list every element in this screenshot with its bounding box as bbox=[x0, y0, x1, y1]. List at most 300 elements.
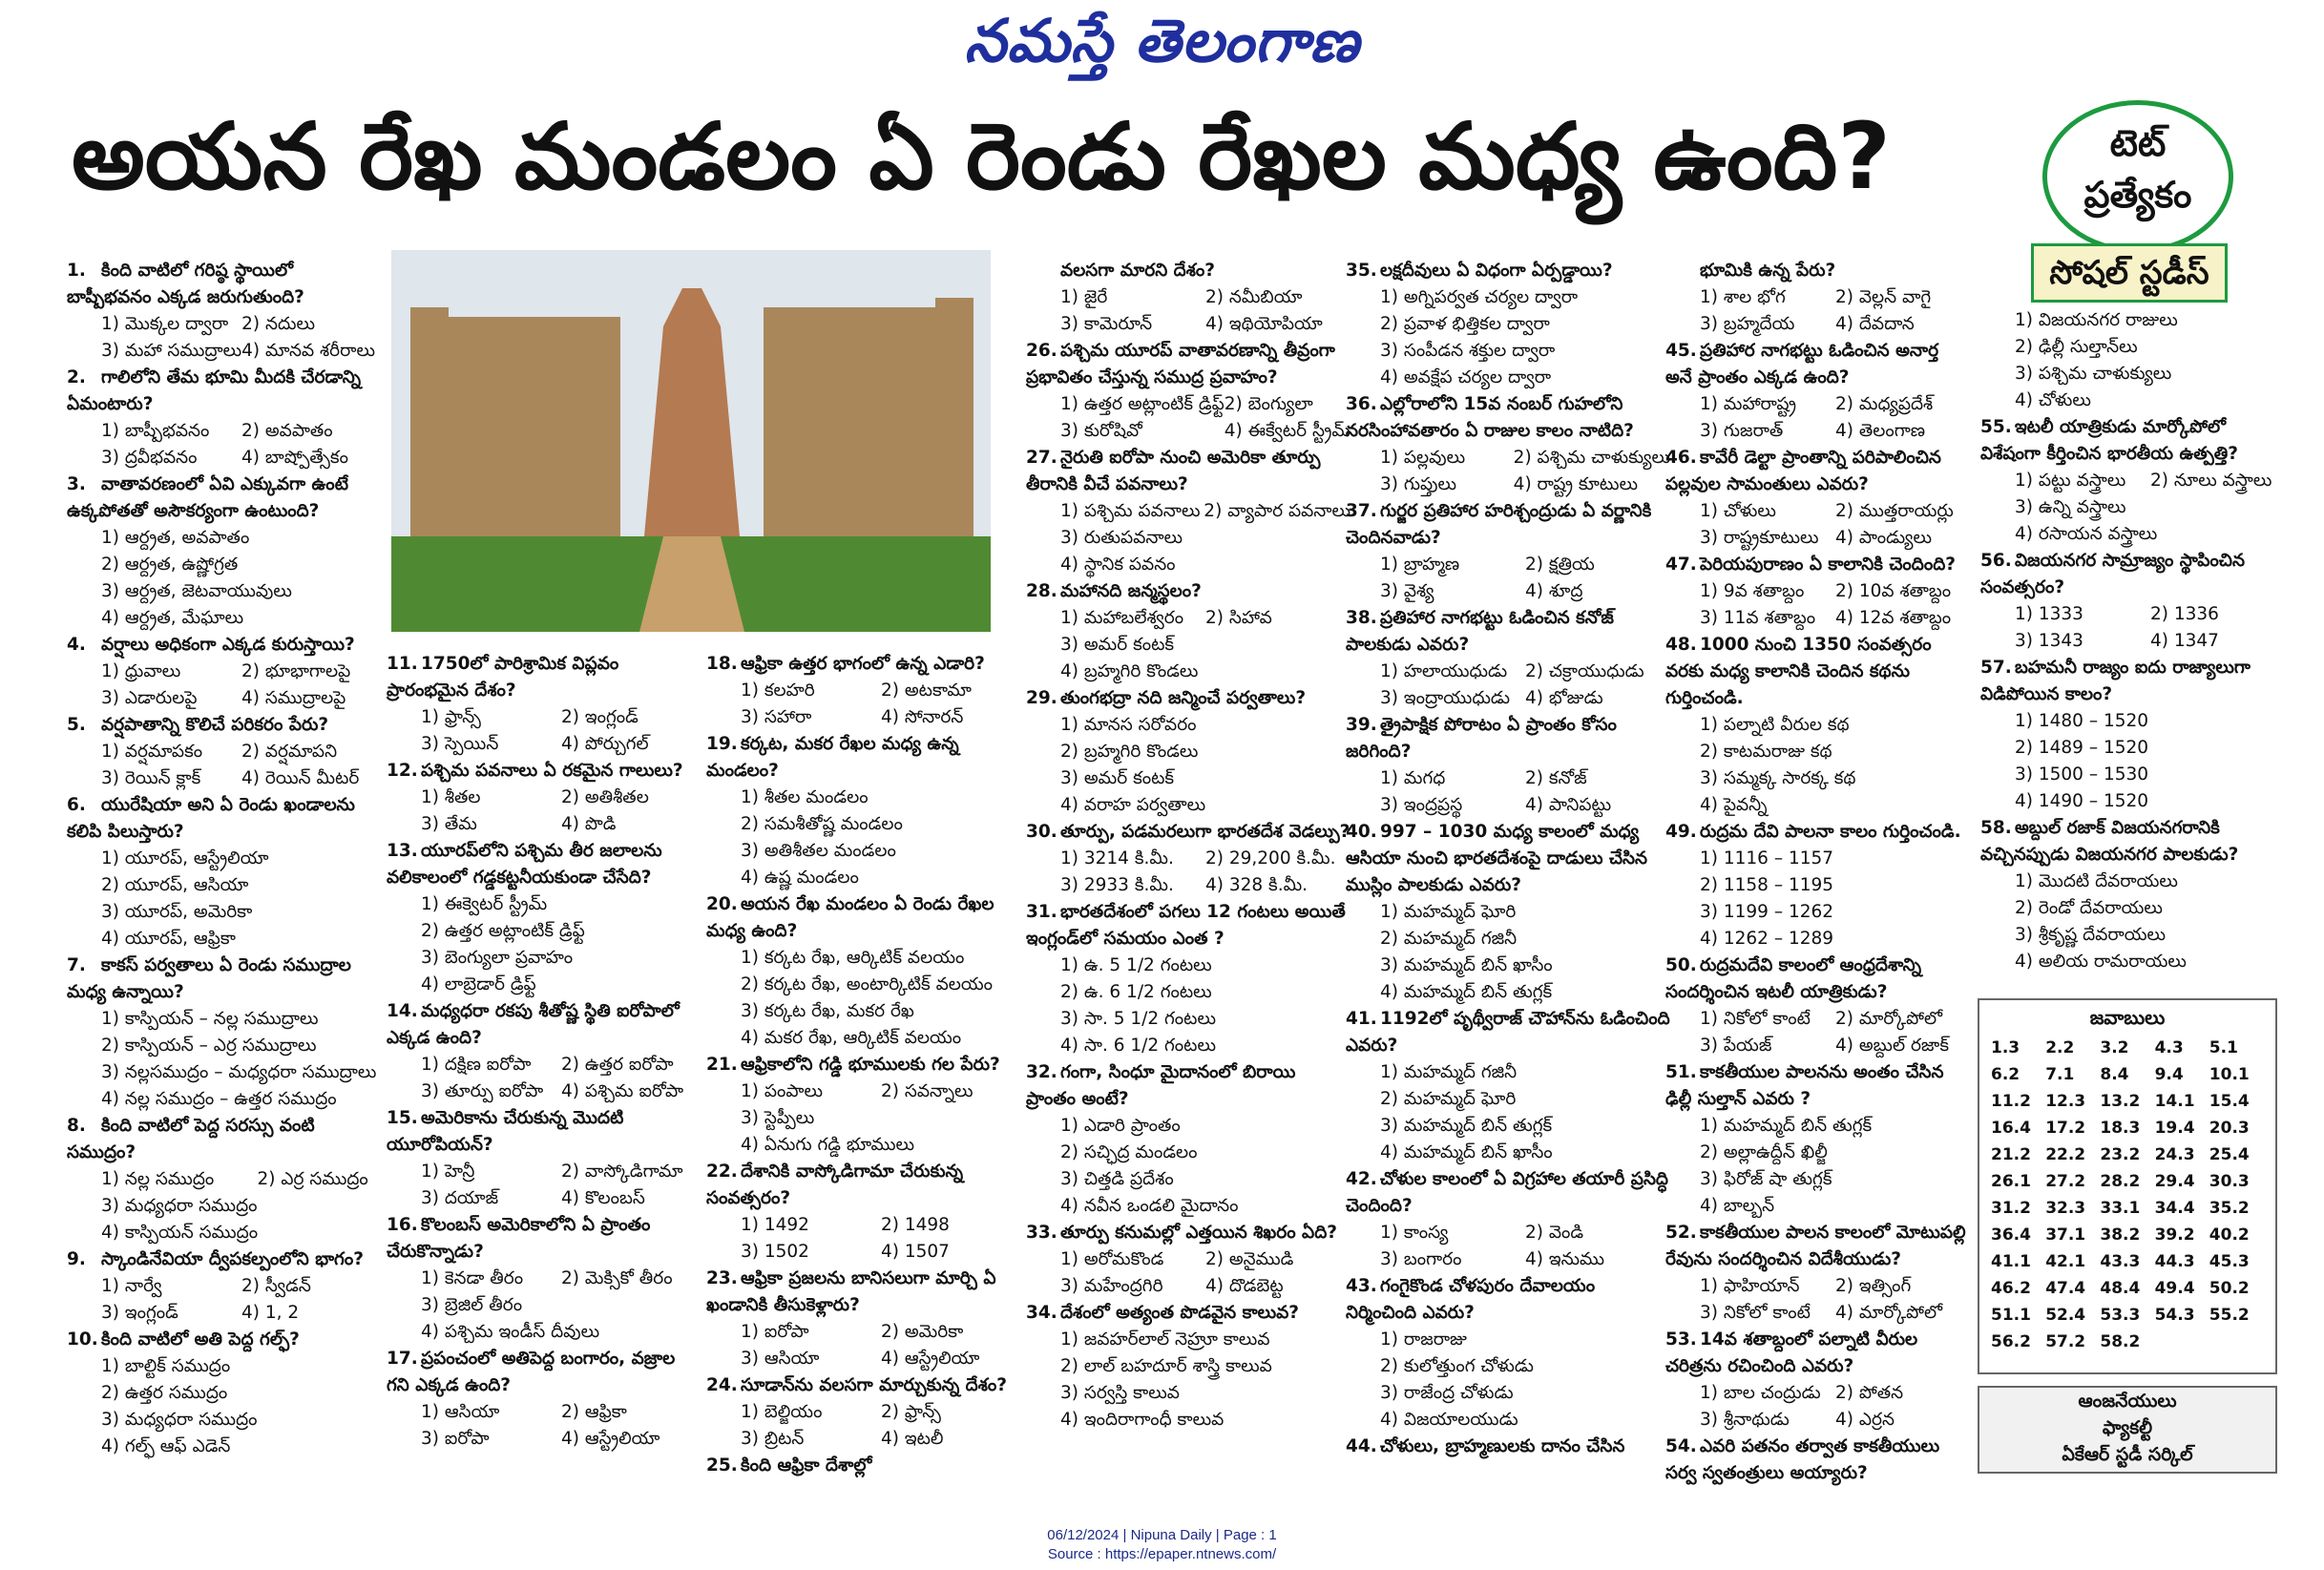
question-number: 8. bbox=[67, 1116, 86, 1136]
option: 1) మగధ bbox=[1380, 768, 1446, 788]
option: 4) పానిపట్టు bbox=[1525, 795, 1612, 815]
options-list bbox=[1665, 1113, 1971, 1220]
option: 4) యూరప్, ఆఫ్రికా bbox=[101, 929, 236, 949]
options-list bbox=[1665, 498, 1971, 552]
question-number: 25. bbox=[706, 1455, 738, 1476]
question-text bbox=[1026, 899, 1350, 952]
option: 3) శ్రీకృష్ణ దేవరాయలు bbox=[2015, 925, 2167, 945]
options-list bbox=[1980, 708, 2286, 815]
question-item bbox=[1026, 258, 1350, 338]
option: 1) బ్రాహ్మణ bbox=[1380, 555, 1460, 575]
options-list bbox=[67, 525, 382, 632]
option: 4) 1262 – 1289 bbox=[1700, 929, 1834, 949]
option: 3) 2933 కి.మీ. bbox=[1060, 875, 1174, 895]
question-number: 29. bbox=[1026, 688, 1057, 708]
option: 2) కాటమరాజు కథ bbox=[1700, 742, 1832, 762]
question-body: గాలిలోని తేమ భూమి మీదకి చేరడాన్ని ఏమంటారు? bbox=[67, 367, 362, 414]
options-list bbox=[387, 785, 701, 838]
options-list bbox=[1346, 445, 1670, 498]
options-list bbox=[1665, 391, 1971, 445]
options-list bbox=[1665, 1380, 1971, 1434]
option: 1) చోళులు bbox=[1700, 501, 1776, 521]
question-item bbox=[1026, 1220, 1350, 1300]
option: 2) కనోజ్ bbox=[1525, 768, 1587, 788]
question-number: 47. bbox=[1665, 555, 1697, 575]
question-item bbox=[706, 891, 1021, 1052]
question-text bbox=[1026, 338, 1350, 391]
question-item bbox=[1665, 445, 1971, 552]
question-item bbox=[1346, 498, 1670, 605]
question-body: తూర్పు కనుమల్లో ఎత్తయిన శిఖరం ఏది? bbox=[1060, 1223, 1338, 1243]
answer-entry: 36.4 bbox=[1991, 1225, 2031, 1245]
option: 3) కర్కట రేఖ, మకర రేఖ bbox=[741, 1001, 914, 1021]
question-body: లక్షదీవులు ఏ విధంగా ఏర్పడ్డాయి? bbox=[1380, 261, 1613, 281]
question-text bbox=[1346, 1273, 1670, 1327]
question-number: 45. bbox=[1665, 341, 1697, 361]
question-text bbox=[67, 952, 382, 1006]
question-text bbox=[1346, 605, 1670, 659]
option: 4) రసాయన వస్త్రాలు bbox=[2015, 524, 2158, 544]
option: 4) నవీన ఒండలి మైదానం bbox=[1060, 1196, 1239, 1216]
question-body: అబ్దుల్ రజాక్ విజయనగరానికి వచ్చినప్పుడు విజయనగర పాలకుడు? bbox=[1980, 818, 2239, 865]
options-list bbox=[67, 1353, 382, 1460]
question-item bbox=[1346, 1166, 1670, 1273]
question-text bbox=[1026, 578, 1350, 605]
option: 1) ఆసియా bbox=[421, 1402, 500, 1422]
question-body: 14వ శతాబ్దంలో పల్నాటి వీరుల చరిత్రను రచించింది ఎవరు? bbox=[1665, 1329, 1918, 1376]
subject-label: సోషల్ స్టడీస్ bbox=[2031, 243, 2228, 303]
option: 4) పైవన్నీ bbox=[1700, 795, 1768, 815]
answer-entry: 31.2 bbox=[1991, 1199, 2031, 1218]
question-item bbox=[1026, 685, 1350, 819]
question-body: పశ్చిమ యూరప్ వాతావరణాన్ని తీవ్రంగా ప్రభావితం చేస్తున్న సముద్ర ప్రవాహం? bbox=[1026, 341, 1335, 387]
options-list bbox=[1026, 605, 1350, 685]
option: 2) సమశీతోష్ణ మండలం bbox=[741, 814, 903, 834]
question-number: 36. bbox=[1346, 394, 1377, 414]
option: 4) పశ్చిమ ఐరోపా bbox=[561, 1081, 684, 1101]
option: 2) ఇంగ్లండ్ bbox=[561, 707, 639, 727]
answer-entry: 22.2 bbox=[2045, 1145, 2086, 1164]
question-body: తూర్పు, పడమరలుగా భారతదేశ వెడల్పు? bbox=[1060, 822, 1350, 842]
option: 1) 1480 – 1520 bbox=[2015, 711, 2149, 731]
option: 4) 1347 bbox=[2150, 631, 2219, 651]
question-body: కింది వాటిలో అతి పెద్ద గల్ఫ్? bbox=[101, 1329, 300, 1350]
question-number: 12. bbox=[387, 761, 418, 781]
answer-entry: 24.3 bbox=[2154, 1145, 2195, 1164]
option: 2) అల్లాఉద్దీన్ ఖిల్జీ bbox=[1700, 1142, 1828, 1162]
option: 4) పోర్చుగల్ bbox=[561, 734, 649, 754]
option: 2) బెంగ్యులా bbox=[1224, 394, 1313, 414]
option: 1) అరోమకొండ bbox=[1060, 1249, 1164, 1269]
question-number: 30. bbox=[1026, 822, 1057, 842]
question-text bbox=[1026, 685, 1350, 712]
option: 4) బాల్బన్ bbox=[1700, 1196, 1775, 1216]
answer-entry: 5.1 bbox=[2209, 1038, 2238, 1057]
answer-entry: 12.3 bbox=[2045, 1092, 2086, 1111]
question-item bbox=[67, 365, 382, 471]
question-number: 57. bbox=[1980, 658, 2012, 678]
question-body: భూమికి ఉన్న పేరు? bbox=[1700, 261, 1836, 281]
question-column-3 bbox=[706, 651, 1021, 1479]
question-item bbox=[1980, 414, 2286, 548]
option: 1) జైరే bbox=[1060, 287, 1108, 307]
question-text bbox=[1346, 1166, 1670, 1220]
question-body: యూరప్‌లోని పశ్చిమ తీర జలాలను వలికాలంలో గడ్డకట్టనీయకుండా చేసేది? bbox=[387, 841, 662, 888]
option: 4) ఆస్ట్రేలియా bbox=[561, 1429, 660, 1449]
options-list bbox=[706, 1078, 1021, 1159]
options-list bbox=[1665, 578, 1971, 632]
question-body: మధ్యధరా రకపు శీతోష్ణ స్థితి ఐరోపాలో ఎక్కడ ఉంది? bbox=[387, 1001, 680, 1048]
option: 3) గుప్తులు bbox=[1380, 474, 1457, 494]
question-item bbox=[1980, 548, 2286, 655]
option: 3) చిత్తడి ప్రదేశం bbox=[1060, 1169, 1174, 1189]
option: 1) 1116 – 1157 bbox=[1700, 848, 1834, 869]
option: 3) సంపీడన శక్తుల ద్వారా bbox=[1380, 341, 1556, 361]
answer-entry: 11.2 bbox=[1991, 1092, 2031, 1111]
question-item bbox=[1346, 712, 1670, 819]
question-column-6 bbox=[1665, 258, 1971, 1487]
option: 2) వ్యాపార పవనాలు bbox=[1204, 501, 1350, 521]
option: 1) దక్షిణ ఐరోపా bbox=[421, 1055, 532, 1075]
answer-entry: 32.3 bbox=[2045, 1199, 2086, 1218]
options-list bbox=[67, 1166, 382, 1246]
answer-entry: 9.4 bbox=[2154, 1065, 2184, 1084]
answer-entry: 52.4 bbox=[2045, 1306, 2086, 1325]
option: 3) సమ్మక్క సారక్క కథ bbox=[1700, 768, 1856, 788]
question-text bbox=[706, 1052, 1021, 1078]
option: 2) ఉత్తర సముద్రం bbox=[101, 1383, 228, 1403]
option: 4) కాస్పియన్ సముద్రం bbox=[101, 1223, 259, 1243]
question-number: 58. bbox=[1980, 818, 2012, 838]
option: 2) నూలు వస్త్రాలు bbox=[2150, 471, 2272, 491]
option: 2) ఆఫ్రికా bbox=[561, 1402, 627, 1422]
option: 4) శూద్ర bbox=[1525, 581, 1583, 601]
question-text bbox=[67, 1246, 382, 1273]
option: 1) పంపాలు bbox=[741, 1081, 823, 1101]
options-list bbox=[706, 945, 1021, 1052]
answer-entry: 54.3 bbox=[2154, 1306, 2195, 1325]
option: 4) ఆర్ద్రత, మేఘాలు bbox=[101, 608, 244, 628]
answer-entry: 58.2 bbox=[2100, 1332, 2141, 1351]
question-item bbox=[706, 1159, 1021, 1266]
answer-entry: 56.2 bbox=[1991, 1332, 2031, 1351]
answer-entry: 55.2 bbox=[2209, 1306, 2250, 1325]
option: 4) బాష్పోత్సేకం bbox=[241, 448, 348, 468]
option: 4) ఇనుము bbox=[1525, 1249, 1604, 1269]
option: 1) యూరప్, ఆస్ట్రేలియా bbox=[101, 848, 269, 869]
options-list bbox=[1026, 1246, 1350, 1300]
question-body: నైరుతి ఐరోపా నుంచి అమెరికా తూర్పు తీరానికి వీచే పవనాలు? bbox=[1026, 448, 1321, 494]
answer-entry: 33.1 bbox=[2100, 1199, 2141, 1218]
question-text bbox=[1346, 1434, 1670, 1460]
question-item bbox=[1980, 307, 2286, 414]
option: 2) నదులు bbox=[241, 314, 315, 334]
question-item bbox=[67, 258, 382, 365]
option: 4) ఉష్ణ మండలం bbox=[741, 868, 859, 888]
option: 3) అతిశీతల మండలం bbox=[741, 841, 896, 861]
question-text bbox=[1665, 1327, 1971, 1380]
answer-entry: 41.1 bbox=[1991, 1252, 2031, 1271]
options-list bbox=[1026, 952, 1350, 1059]
question-number: 4. bbox=[67, 635, 86, 655]
question-text bbox=[1346, 498, 1670, 552]
question-number: 39. bbox=[1346, 715, 1377, 735]
option: 4) కొలంబస్ bbox=[561, 1188, 645, 1208]
options-list bbox=[387, 1399, 701, 1453]
answer-entry: 29.4 bbox=[2154, 1172, 2195, 1191]
option: 2) కర్కట రేఖ, అంటార్కిటిక్ వలయం bbox=[741, 974, 994, 994]
options-list bbox=[1980, 468, 2286, 548]
option: 1) ఈక్వెటర్ స్ట్రీమ్ bbox=[421, 894, 548, 914]
answer-entry: 8.4 bbox=[2100, 1065, 2129, 1084]
answer-entry: 35.2 bbox=[2209, 1199, 2250, 1218]
option: 1) శీతల bbox=[421, 787, 481, 807]
question-body: కాకస్ పర్వతాలు ఏ రెండు సముద్రాల మధ్య ఉన్నాయి? bbox=[67, 955, 351, 1002]
option: 1) నల్ల సముద్రం bbox=[101, 1169, 215, 1189]
option: 4) మార్కోపోలో bbox=[1835, 1303, 1943, 1323]
option: 2) 1498 bbox=[881, 1215, 950, 1235]
option: 4) మానవ శరీరాలు bbox=[241, 341, 375, 361]
option: 2) అతిశీతల bbox=[561, 787, 649, 807]
option: 4) భోజుడు bbox=[1525, 688, 1603, 708]
question-text bbox=[387, 1212, 701, 1266]
question-body: ఎల్లోరాలోని 15వ నంబర్ గుహలోని నరసింహావతారం ఏ రాజుల కాలం నాటిది? bbox=[1346, 394, 1634, 441]
question-body: వర్షపాతాన్ని కొలిచే పరికరం పేరు? bbox=[101, 715, 329, 735]
option: 1) కాంస్య bbox=[1380, 1223, 1449, 1243]
option: 3) అమర్ కంటక్ bbox=[1060, 768, 1175, 788]
question-body: ఆఫ్రికా ప్రజలను బానిసలుగా మార్చి ఏ ఖండానికి తీసుకెళ్లారు? bbox=[706, 1268, 996, 1315]
option: 1) ధ్రువాలు bbox=[101, 661, 181, 681]
question-body: తుంగభద్రా నది జన్మించే పర్వతాలు? bbox=[1060, 688, 1307, 708]
question-text bbox=[387, 1105, 701, 1159]
option: 3) అమర్ కంటక్ bbox=[1060, 635, 1175, 655]
option: 4) సముద్రాలపై bbox=[241, 688, 346, 708]
question-body: అయన రేఖ మండలం ఏ రెండు రేఖల మధ్య ఉంది? bbox=[706, 894, 995, 941]
question-body: సూడాన్‌ను వలసగా మార్చుకున్న దేశం? bbox=[741, 1375, 1008, 1395]
option: 1) శీతల మండలం bbox=[741, 787, 869, 807]
question-text bbox=[1980, 655, 2286, 708]
option: 1) పల్నాటి వీరుల కథ bbox=[1700, 715, 1850, 735]
option: 4) దేవదాన bbox=[1835, 314, 1915, 334]
question-text bbox=[1026, 1300, 1350, 1327]
question-item bbox=[1665, 552, 1971, 632]
options-list bbox=[1026, 1327, 1350, 1434]
option: 2) బ్రహ్మగిరి కొండలు bbox=[1060, 742, 1199, 762]
question-number: 49. bbox=[1665, 822, 1697, 842]
question-body: విజయనగర సామ్రాజ్యం స్థాపించిన సంవత్సరం? bbox=[1980, 551, 2245, 597]
options-list bbox=[387, 704, 701, 758]
option: 3) మహా సముద్రాలు bbox=[101, 341, 242, 361]
question-item bbox=[1346, 258, 1670, 391]
question-text bbox=[1346, 819, 1670, 899]
question-body: గంగా, సింధూ మైదానంలో బిరాయి ప్రాంతం అంటే? bbox=[1026, 1062, 1296, 1109]
option: 4) బ్రహ్మగిరి కొండలు bbox=[1060, 661, 1199, 681]
option: 3) నల్లసముద్రం – మధ్యధరా సముద్రాలు bbox=[101, 1062, 377, 1082]
options-list bbox=[706, 1319, 1021, 1372]
option: 3) రాష్ట్రకూటులు bbox=[1700, 528, 1819, 548]
question-item bbox=[706, 1052, 1021, 1159]
option: 3) పేయజ్ bbox=[1700, 1036, 1772, 1056]
option: 3) ఫిరోజ్ షా తుగ్లక్ bbox=[1700, 1169, 1832, 1189]
option: 4) రాష్ట్ర కూటులు bbox=[1513, 474, 1639, 494]
answer-entry: 34.4 bbox=[2154, 1199, 2195, 1218]
option: 3) 1500 – 1530 bbox=[2015, 764, 2149, 785]
question-item bbox=[1665, 1434, 1971, 1487]
question-body: 1000 నుంచి 1350 సంవత్సరం వరకు మధ్య కాలానికి చెందిన కథను గుర్తించండి. bbox=[1665, 635, 1932, 708]
options-list bbox=[67, 846, 382, 952]
question-text bbox=[1665, 1059, 1971, 1113]
question-body: కింది వాటిలో పెద్ద సరస్సు వంటి సముద్రం? bbox=[67, 1116, 315, 1162]
question-item bbox=[387, 1105, 701, 1212]
option: 2) ఫ్రాన్స్ bbox=[881, 1402, 941, 1422]
question-body: ప్రతిహార నాగభట్టు ఓడించిన అనార్త అనే ప్రాంతం ఎక్కడ ఉంది? bbox=[1665, 341, 1939, 387]
question-text bbox=[1346, 258, 1670, 284]
option: 3) బ్రహ్మదేయ bbox=[1700, 314, 1795, 334]
answer-entry: 28.2 bbox=[2100, 1172, 2141, 1191]
question-body: 1192లో పృథ్వీరాజ్ చౌహాన్‌ను ఓడించింది ఎవరు? bbox=[1346, 1009, 1670, 1056]
option: 4) ఇథియోపియా bbox=[1205, 314, 1323, 334]
option: 4) తెలంగాణ bbox=[1835, 421, 1926, 441]
question-number: 28. bbox=[1026, 581, 1057, 601]
question-item bbox=[67, 712, 382, 792]
question-item bbox=[706, 651, 1021, 731]
answer-entry: 30.3 bbox=[2209, 1172, 2250, 1191]
question-number: 40. bbox=[1346, 822, 1377, 842]
question-number: 7. bbox=[67, 955, 86, 975]
question-item bbox=[1346, 391, 1670, 498]
question-text bbox=[1665, 1434, 1971, 1487]
question-number: 50. bbox=[1665, 955, 1697, 975]
option: 3) ఆసియా bbox=[741, 1349, 820, 1369]
option: 1) 1492 bbox=[741, 1215, 809, 1235]
option: 2) సిహావ bbox=[1205, 608, 1272, 628]
option: 2) స్వీడన్ bbox=[241, 1276, 311, 1296]
options-list bbox=[1665, 846, 1971, 952]
question-item bbox=[1026, 338, 1350, 445]
question-text bbox=[1665, 1220, 1971, 1273]
option: 3) సర్వస్తి కాలువ bbox=[1060, 1383, 1180, 1403]
option: 4) మకర రేఖ, ఆర్కిటిక్ వలయం bbox=[741, 1028, 962, 1048]
question-body: పశ్చిమ పవనాలు ఏ రకమైన గాలులు? bbox=[421, 761, 683, 781]
answer-entry: 6.2 bbox=[1991, 1065, 2020, 1084]
options-list bbox=[1346, 1327, 1670, 1434]
headline: అయన రేఖ మండలం ఏ రెండు రేఖల మధ్య ఉంది? bbox=[72, 103, 1891, 210]
option: 4) సోనారన్ bbox=[881, 707, 964, 727]
option: 3) మహేంద్రగిరి bbox=[1060, 1276, 1163, 1296]
option: 3) కురోషివో bbox=[1060, 421, 1142, 441]
option: 3) స్పెయిన్ bbox=[421, 734, 499, 754]
option: 2) ప్రవాళ భిత్తికల ద్వారా bbox=[1380, 314, 1550, 334]
option: 1) కాస్పియన్ – నల్ల సముద్రాలు bbox=[101, 1009, 319, 1029]
option: 2) 29,200 కి.మీ. bbox=[1205, 848, 1336, 869]
option: 3) దయాజ్ bbox=[421, 1188, 499, 1208]
option: 1) మొదటి దేవరాయలు bbox=[2015, 871, 2178, 891]
options-list bbox=[706, 1399, 1021, 1453]
badge-line1: టెట్ bbox=[2109, 122, 2167, 164]
answer-entry: 4.3 bbox=[2154, 1038, 2184, 1057]
question-text bbox=[67, 471, 382, 525]
answer-entry: 46.2 bbox=[1991, 1279, 2031, 1298]
option: 1) ఆర్ద్రత, అవపాతం bbox=[101, 528, 250, 548]
question-text bbox=[67, 632, 382, 659]
question-item bbox=[387, 1346, 701, 1453]
question-number: 51. bbox=[1665, 1062, 1697, 1082]
option: 2) నమీబియా bbox=[1205, 287, 1303, 307]
question-number: 14. bbox=[387, 1001, 418, 1021]
question-item bbox=[67, 792, 382, 952]
option: 3) ఆర్ద్రత, జెటవాయువులు bbox=[101, 581, 292, 601]
question-text bbox=[1346, 391, 1670, 445]
question-number: 34. bbox=[1026, 1303, 1057, 1323]
option: 4) సా. 6 1/2 గంటలు bbox=[1060, 1036, 1216, 1056]
question-body: భారతదేశంలో పగలు 12 గంటలు అయితే ఇంగ్లండ్‌లో సమయం ఎంత ? bbox=[1026, 902, 1346, 949]
question-item bbox=[387, 838, 701, 998]
question-number: 15. bbox=[387, 1108, 418, 1128]
answer-entry: 37.1 bbox=[2045, 1225, 2086, 1245]
option: 4) అవక్షేప చర్యల ద్వారా bbox=[1380, 367, 1552, 387]
answer-entry: 51.1 bbox=[1991, 1306, 2031, 1325]
option: 1) ఉ. 5 1/2 గంటలు bbox=[1060, 955, 1212, 975]
question-body: ఆఫ్రికా ఉత్తర భాగంలో ఉన్న ఎడారి? bbox=[741, 654, 985, 674]
answer-entry: 20.3 bbox=[2209, 1119, 2250, 1138]
options-list bbox=[1026, 391, 1350, 445]
option: 1) పశ్చిమ పవనాలు bbox=[1060, 501, 1201, 521]
question-item bbox=[1346, 1434, 1670, 1460]
option: 1) కర్కట రేఖ, ఆర్కిటిక్ వలయం bbox=[741, 948, 965, 968]
question-text bbox=[387, 758, 701, 785]
footer-date-page: 06/12/2024 | Nipuna Daily | Page : 1 bbox=[1047, 1527, 1277, 1543]
question-text bbox=[1665, 819, 1971, 846]
options-list bbox=[1665, 284, 1971, 338]
option: 1) బాష్పీభవనం bbox=[101, 421, 210, 441]
answer-entry: 16.4 bbox=[1991, 1119, 2031, 1138]
author-institution: ఏకేఆర్ స్టడీ సర్కిల్ bbox=[2062, 1444, 2193, 1465]
option: 4) పాండ్యులు bbox=[1835, 528, 1932, 548]
option: 2) రెండో దేవరాయలు bbox=[2015, 898, 2163, 918]
option: 4) లాబ్రెడార్ డ్రిఫ్ట్ bbox=[421, 974, 536, 994]
question-number: 26. bbox=[1026, 341, 1057, 361]
question-body: ప్రపంచంలో అతిపెద్ద బంగారం, వజ్రాల గని ఎక్కడ ఉంది? bbox=[387, 1349, 676, 1395]
answer-entry: 53.3 bbox=[2100, 1306, 2141, 1325]
answer-entry: 3.2 bbox=[2100, 1038, 2129, 1057]
question-number: 32. bbox=[1026, 1062, 1057, 1082]
options-list bbox=[1980, 869, 2286, 975]
option: 1) ఎడారి ప్రాంతం bbox=[1060, 1116, 1181, 1136]
option: 4) ఆస్ట్రేలియా bbox=[881, 1349, 980, 1369]
question-number: 17. bbox=[387, 1349, 418, 1369]
answer-entry: 21.2 bbox=[1991, 1145, 2031, 1164]
question-body: రుద్రమదేవి కాలంలో ఆంధ్రదేశాన్ని సందర్శించిన ఇటలీ యాత్రికుడు? bbox=[1665, 955, 1921, 1002]
question-number: 43. bbox=[1346, 1276, 1377, 1296]
option: 1) కలహరి bbox=[741, 680, 815, 701]
question-text bbox=[1665, 632, 1971, 712]
question-body: కావేరీ డెల్టా ప్రాంతాన్ని పరిపాలించిన పల్లవుల సామంతులు ఎవరు? bbox=[1665, 448, 1941, 494]
question-text bbox=[1665, 445, 1971, 498]
option: 2) వెండి bbox=[1525, 1223, 1584, 1243]
question-body: కాకతీయుల పాలన కాలంలో మోటుపల్లి రేవును సందర్శించిన విదేశీయుడు? bbox=[1665, 1223, 1966, 1269]
option: 1) పల్లవులు bbox=[1380, 448, 1466, 468]
options-list bbox=[1346, 659, 1670, 712]
question-number: 31. bbox=[1026, 902, 1057, 922]
question-item bbox=[1026, 445, 1350, 578]
option: 4) దొడబెట్ట bbox=[1205, 1276, 1284, 1296]
option: 3) యూరప్, అమెరికా bbox=[101, 902, 253, 922]
question-item bbox=[1665, 819, 1971, 952]
answer-key-title: జవాబులు bbox=[2089, 1006, 2166, 1029]
question-number: 52. bbox=[1665, 1223, 1697, 1243]
question-text bbox=[387, 651, 701, 704]
question-body: స్కాండినేవియా ద్వీపకల్పంలోని భాగం? bbox=[101, 1249, 364, 1269]
